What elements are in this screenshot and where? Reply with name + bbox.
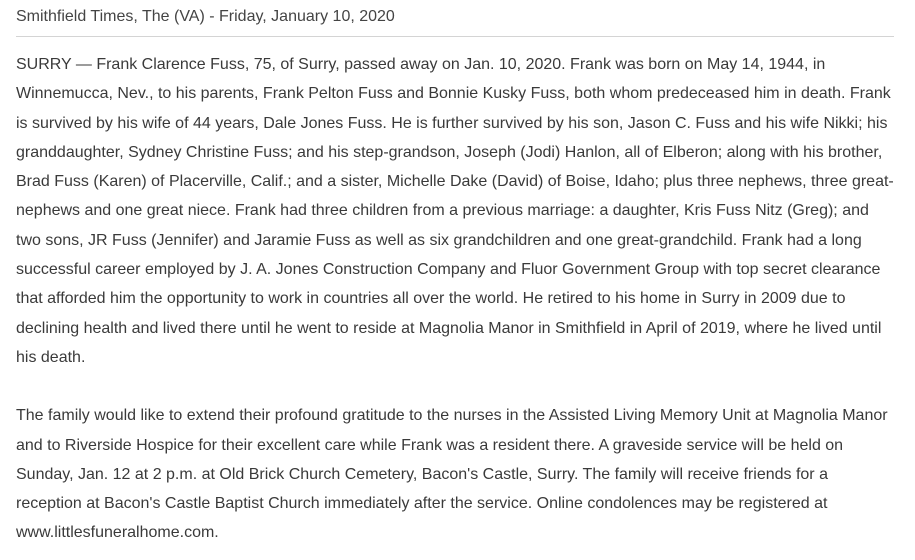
header-divider (16, 36, 894, 37)
obituary-body (16, 50, 896, 548)
obituary-paragraph-biography: SURRY — Frank Clarence Fuss, 75, of Surry, passed away on Jan. 10, 2020. Frank was born on May 14, 1944, in Winnemucca, Nev., to his parents, Frank Pelton Fuss and Bonnie Kusky Fuss, both whom predeceased him in death. Frank is survived by his wife of 44 years, Dale Jones Fuss. He is further survived by his son, Jason C. Fuss and his wife Nikki; his granddaughter, Sydney Christine Fuss; and his step-grandson, Joseph (Jodi) Hanlon, all of Elberon; along with his brother, Brad Fuss (Karen) of Placerville, Calif.; and a sister, Michelle Dake (David) of Boise, Idaho; plus three nephews, three great-nephews and one great niece. Frank had three children from a previous marriage: a daughter, Kris Fuss Nitz (Greg); and two sons, JR Fuss (Jennifer) and Jaramie Fuss as well as six grandchildren and one great-grandchild. Frank had a long successful career employed by J. A. Jones Construction Company and Fluor Government Group with top secret clearance that afforded him the opportunity to work in countries all over the world. He retired to his home in Surry in 2009 due to declining health and lived there until he went to reside at Magnolia Manor in Smithfield in April of 2019, where he lived until his death. (16, 56, 894, 366)
obituary-paragraph-service-details: The family would like to extend their profound gratitude to the nurses in the Assisted Living Memory Unit at Magnolia Manor and to Riverside Hospice for their excellent care while Frank was a resident there. A graveside service will be held on Sunday, Jan. 12 at 2 p.m. at Old Brick Church Cemetery, Bacon's Castle, Surry. The family will receive friends for a reception at Bacon's Castle Baptist Church immediately after the service. Online condolences may be registered at www.littlesfuneralhome.com. (16, 407, 888, 542)
publication-source-line: Smithfield Times, The (VA) - Friday, January 10, 2020 (16, 8, 395, 25)
